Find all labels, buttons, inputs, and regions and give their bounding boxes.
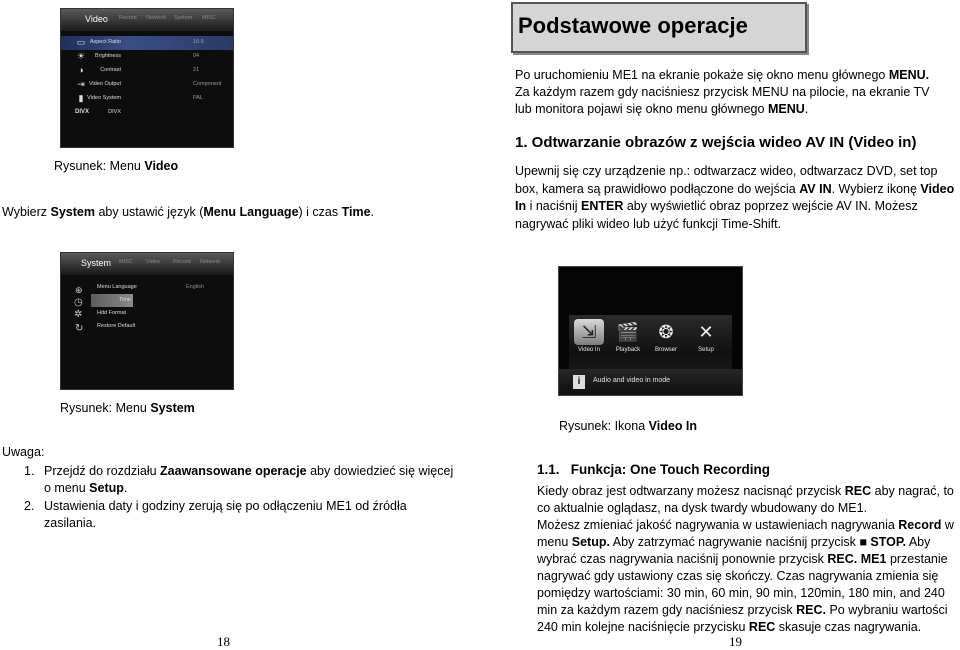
row-label: Restore Default — [97, 323, 136, 329]
caption-system-menu — [60, 400, 195, 417]
contrast-icon: ◑ — [78, 65, 84, 75]
system-menu-tabbar — [61, 253, 233, 275]
row-value: PAL — [193, 95, 203, 101]
text: Za każdym razem gdy naciśniesz przycisk MENU na pilocie, na ekranie TV lub monitora pojawi się okno menu głównego — [515, 85, 930, 116]
row-label: Brightness — [95, 53, 121, 59]
page-title: Podstawowe operacje — [518, 13, 748, 38]
text: w menu — [537, 518, 954, 549]
text-bold: AV IN — [799, 181, 832, 196]
system-instruction — [2, 204, 374, 221]
video-output-icon: ⇥ — [77, 79, 85, 89]
text: przestanie nagrywać gdy ustawiony czas się skończy. Czas nagrywania zmienia się pomiędzy wartościami: 30 min, 60 min, 90 min, 120min, 180 min, and 240 min za każdym razem gdy naciśniesz przycisk — [537, 552, 948, 617]
text: aby ustawić język ( — [95, 205, 204, 219]
menu-row-video-system — [61, 92, 233, 106]
status-footer — [559, 369, 742, 395]
note-number: 2. — [24, 499, 35, 513]
tab-record: Record — [173, 259, 191, 265]
text: . Wybierz ikonę — [831, 181, 921, 196]
row-value: 21 — [193, 67, 200, 73]
text: skasuje czas nagrywania. — [775, 620, 922, 634]
button-label: Setup — [698, 347, 714, 353]
text-bold: REC. — [796, 603, 826, 617]
text-bold: ME1 — [857, 552, 887, 566]
row-label: Hdd Format — [97, 310, 127, 316]
caption-prefix: Rysunek: Menu — [60, 401, 151, 415]
caption-prefix: Rysunek: Ikona — [559, 419, 649, 433]
aspect-ratio-icon: ▭ — [76, 37, 86, 47]
clock-icon: ◷ — [74, 297, 83, 308]
menu-row-contrast — [61, 64, 233, 78]
caption-prefix: Rysunek: Menu — [54, 159, 145, 173]
section-1-paragraph — [515, 163, 958, 233]
playback-button — [611, 319, 645, 359]
row-value: English — [186, 284, 205, 290]
row-label: Time — [118, 297, 131, 303]
caption-bold: Video In — [648, 419, 698, 433]
text: . — [804, 102, 809, 116]
divx-icon: DIVX — [75, 109, 90, 115]
system-menu-screenshot — [60, 252, 234, 390]
tab-misc: MISC — [119, 259, 133, 265]
text: Kiedy obraz jest odtwarzany możesz nacisnąć przycisk — [537, 484, 845, 498]
video-menu-screenshot — [60, 8, 234, 148]
video-in-screenshot — [558, 266, 743, 396]
text: aby wyświetlić obraz poprzez wejście AV IN. Możesz nagrywać pliki wideo lub użyć funkcji Time-Shift. — [515, 199, 918, 231]
status-text: Audio and video in mode — [593, 377, 671, 384]
tab-record: Record — [119, 15, 137, 21]
text: Możesz zmieniać jakość nagrywania w ustawieniach nagrywania — [537, 518, 899, 532]
tab-misc: MISC — [202, 15, 216, 21]
paragraph-2 — [537, 517, 959, 636]
note-number: 1. — [24, 464, 35, 478]
text-bold: ■ STOP. — [859, 535, 907, 549]
video-menu-tabbar — [61, 9, 233, 31]
setup-button — [689, 319, 723, 359]
page-title-box — [511, 2, 807, 53]
text-bold: REC. — [827, 552, 858, 566]
globe-icon: ⊕ — [75, 285, 83, 295]
row-label: Video System — [87, 95, 121, 101]
gears-icon: ✲ — [74, 309, 83, 320]
text: aby dowiedzieć się więcej o menu — [44, 464, 454, 495]
caption-video-menu — [54, 158, 178, 175]
text: aby nagrać, to co aktualnie oglądasz, na dysk twardy wbudowany do ME1. — [537, 484, 954, 515]
text-bold: MENU — [767, 102, 805, 116]
section-1-1-paragraph — [537, 483, 959, 636]
menu-row-time — [91, 294, 133, 307]
menu-row-hdd-format — [91, 307, 133, 320]
text-bold: Time — [341, 205, 371, 219]
tab-system: System — [81, 258, 112, 268]
row-label: Contrast — [100, 67, 121, 73]
text: Aby zatrzymać nagrywanie naciśnij przycisk — [609, 535, 860, 549]
row-value: 16:9 — [193, 39, 204, 45]
text: Po uruchomieniu ME1 na ekranie pokaże się okno menu głównego — [515, 68, 889, 82]
setup-icon: ✕ — [698, 322, 714, 342]
text: Wybierz — [2, 205, 51, 219]
page-number-left: 18 — [217, 634, 230, 649]
text-bold: Setup — [89, 481, 124, 495]
text: Upewnij się czy urządzenie np. — [515, 164, 687, 178]
row-label: Aspect Ratio — [89, 39, 121, 45]
section-1-heading: 1. Odtwarzanie obrazów z wejścia wideo AV IN (Video in) — [515, 134, 917, 151]
row-label: Video Output — [88, 81, 121, 87]
paragraph-1 — [537, 483, 959, 517]
menu-row-aspect-ratio — [61, 36, 233, 50]
page-number-right: 19 — [729, 634, 742, 649]
browser-icon: ❂ — [658, 322, 674, 342]
menu-row-divx — [61, 106, 233, 120]
row-label: DIVX — [108, 109, 121, 115]
text-bold: Zaawansowane operacje — [160, 464, 307, 478]
button-label: Video In — [578, 347, 600, 353]
caption-bold: Video — [144, 159, 179, 173]
text: Aby wybrać czas nagrywania naciśnij ponownie przycisk — [537, 535, 931, 566]
video-system-icon: ▮ — [78, 93, 84, 103]
note-text: Ustawienia daty i godziny zerują się po odłączeniu ME1 od źródła zasilania. — [44, 499, 407, 530]
text-bold: REC — [844, 484, 872, 498]
note-2 — [24, 498, 424, 532]
menu-row-brightness — [61, 50, 233, 64]
text-bold: System — [50, 205, 95, 219]
text-bold: ENTER — [581, 199, 624, 213]
text-bold: MENU. — [888, 68, 930, 82]
text-bold: Menu Language — [203, 205, 299, 219]
brightness-icon: ☀ — [76, 51, 86, 61]
caption-bold: System — [150, 401, 195, 415]
menu-row-restore-default — [91, 320, 136, 333]
text: Po wybraniu wartości 240 min kolejne naciśnięcie przycisku — [537, 603, 948, 634]
text: Przejdź do rozdziału — [44, 464, 161, 478]
text: . — [370, 205, 375, 219]
intro-paragraph — [515, 67, 940, 118]
uwaga-heading: Uwaga: — [2, 445, 45, 459]
text: : odtwarzacz wideo, odtwarzacz DVD, set top box, kamera są prawidłowo podłączone do wejścia — [515, 164, 938, 196]
note-1 — [24, 463, 454, 497]
text: ) i czas — [298, 205, 342, 219]
button-label: Browser — [654, 347, 677, 353]
tab-network: Network — [200, 259, 221, 265]
video-in-button — [572, 319, 606, 359]
section-1-1-heading: 1.1. Funkcja: One Touch Recording — [537, 462, 771, 477]
text-bold: Video In — [515, 181, 955, 213]
restore-icon: ↻ — [75, 323, 84, 334]
row-label: Menu Language — [97, 284, 137, 290]
tab-video: Video — [85, 14, 108, 24]
row-value: 04 — [193, 53, 200, 59]
text-bold: Record — [898, 518, 942, 532]
menu-row-menu-language — [91, 281, 205, 294]
tab-system: System — [174, 15, 193, 21]
playback-icon: 🎬 — [616, 322, 640, 342]
video-in-icon: ⇲ — [574, 319, 604, 345]
row-value: Component — [193, 81, 222, 87]
info-icon: i — [573, 375, 585, 389]
tab-network: Network — [146, 15, 167, 21]
text-bold: REC — [748, 620, 776, 634]
text: i naciśnij — [526, 199, 581, 213]
browser-button — [649, 319, 683, 359]
text-bold: Setup. — [571, 535, 610, 549]
tab-video: Video — [146, 259, 160, 265]
caption-video-in — [559, 418, 697, 435]
menu-row-video-output — [61, 78, 233, 92]
button-label: Playback — [615, 347, 641, 353]
text: . — [123, 481, 128, 495]
